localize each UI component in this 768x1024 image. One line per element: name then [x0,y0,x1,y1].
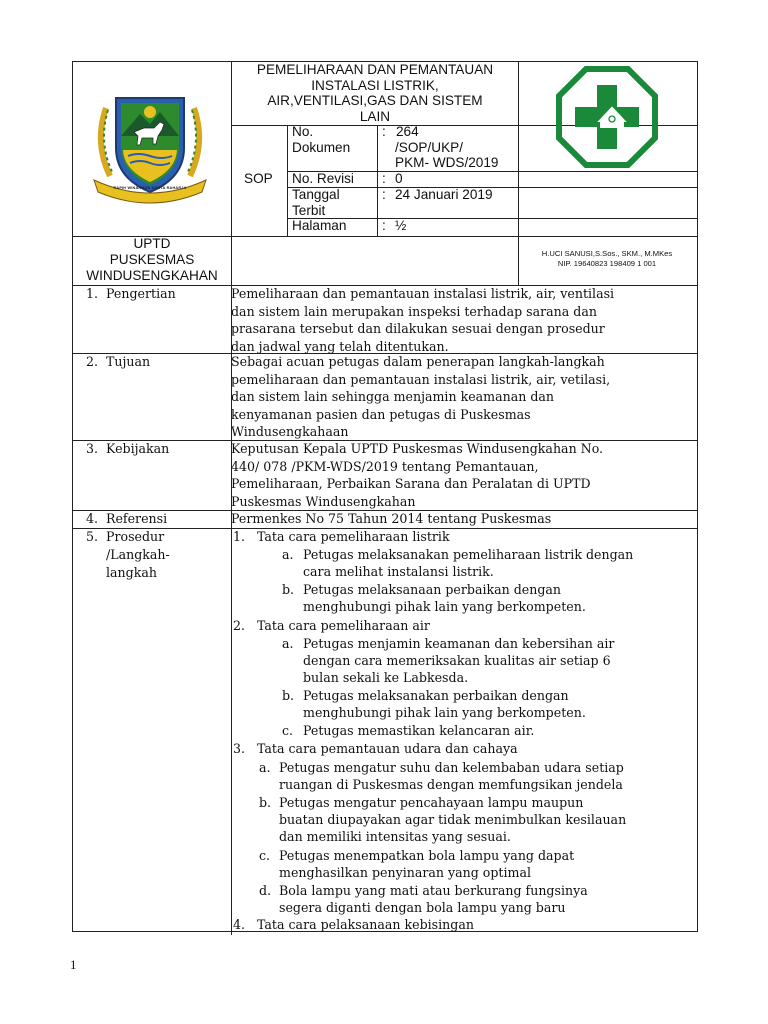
emblem-banner-text: RAPIH WINANGUN KERTA RAHARJA [113,186,187,190]
field-value: 264 /SOP/UKP/ PKM- WDS/2019 [395,124,499,170]
section-number: 3. [86,441,99,456]
section-content-line: prasarana tersebut dan dilakukan sesuai dengan prosedur [231,321,605,336]
field-separator: : [382,124,386,139]
section-number: 4. [86,511,99,526]
section-content-line: Puskesmas Windusengkahan [231,493,416,509]
procedure-number: 2. [233,618,246,633]
field-label: No. Revisi [292,171,354,186]
section-number: 5. [86,529,99,544]
field-value: 0 [395,171,403,186]
procedure-item-line: menghubungi pihak lain yang berkompeten. [303,599,586,614]
procedure-item-letter: d. [259,883,272,898]
procedure-item-line: cara melihat instalansi listrik. [303,564,494,579]
procedure-item-line: Petugas mengatur pencahayaan lampu maupun [279,795,584,810]
title-line: INSTALASI LISTRIK, [311,77,439,93]
section-content-line: dan sistem lain merupakan inspeksi terhadap sarana dan [231,303,597,319]
procedure-item-letter: a. [282,636,294,651]
procedure-item-line: buatan diupayakan agar tidak menimbulkan kesilauan [279,812,627,827]
section-content-line: Keputusan Kepala UPTD Puskesmas Windusengkahan No. [231,441,604,456]
section-content-line: Pemeliharaan dan pemantauan instalasi listrik, air, ventilasi [231,286,615,301]
procedure-item-letter: c. [259,848,271,863]
field-separator: : [382,218,386,233]
procedure-item-line: menghasilkan penyinaran yang optimal [279,865,531,880]
signer-block [518,249,696,269]
field-value: 24 Januari 2019 [395,187,493,202]
procedure-item-line: bulan sekali ke Labkesda. [303,670,469,685]
field-value: ½ [395,218,407,233]
section-label: Pengertian [106,286,176,301]
procedure-item-line: Petugas menjamin keamanan dan kebersihan air [303,636,615,651]
procedure-item-line: segera diganti dengan bola lampu yang baru [279,900,566,915]
procedure-item-line: Bola lampu yang mati atau berkurang fungsinya [279,883,588,898]
title-line: LAIN [359,108,391,124]
procedure-item-line: Petugas menempatkan bola lampu yang dapat [279,848,575,863]
procedure-title: Tata cara pemeliharaan listrik [257,529,450,544]
city-emblem-logo [88,88,212,206]
procedure-item-line: menghubungi pihak lain yang berkompeten. [303,705,586,720]
document-title [232,62,518,124]
procedure-item-letter: b. [282,582,295,597]
sop-label: SOP [244,171,273,186]
section-label: Kebijakan [106,441,170,456]
procedure-item-line: dan memiliki intensitas yang sesuai. [279,829,511,844]
section-content-line: Pemeliharaan, Perbaikan Sarana dan Peralatan di UPTD [231,476,591,491]
procedure-item-line: dengan cara memeriksakan kualitas air setiap 6 [303,653,611,668]
section-content-line: Sebagai acuan petugas dalam penerapan langkah-langkah [231,354,605,369]
procedure-number: 1. [233,529,246,544]
procedure-number: 4. [233,917,246,932]
section-number: 2. [86,354,99,369]
procedure-item-letter: a. [282,547,294,562]
procedure-item-line: ruangan di Puskesmas dengan memfungsikan jendela [279,777,623,792]
field-separator: : [382,187,386,202]
section-label: langkah [106,565,157,580]
field-separator: : [382,171,386,186]
procedure-item-line: Petugas melaksanaan perbaikan dengan [303,582,562,597]
title-line: PEMELIHARAAN DAN PEMANTAUAN [256,62,494,77]
procedure-item-line: Petugas mengatur suhu dan kelembaban udara setiap [279,760,624,775]
section-label: Referensi [106,511,168,526]
procedure-item-line: Petugas memastikan kelancaran air. [303,723,535,738]
section-content-line: 440/ 078 /PKM-WDS/2019 tentang Pemantauan, [231,458,539,474]
section-content-line: dan sistem lain sehingga menjamin keamanan dan [231,389,555,404]
section-label: /Langkah- [106,547,170,562]
field-label: Tanggal Terbit [292,187,340,218]
procedure-item-letter: b. [259,795,272,810]
procedure-item-letter: a. [259,760,271,775]
section-content-line: dan jadwal yang telah ditentukan. [231,338,449,354]
organization-name: UPTD PUSKESMAS WINDUSENGKAHAN [86,236,218,283]
procedure-item-letter: b. [282,688,295,703]
section-content-line: kenyamanan pasien dan petugas di Puskesmas [231,406,531,422]
section-content-line: Permenkes No 75 Tahun 2014 tentang Puskesmas [231,511,552,526]
procedure-item-line: Petugas melaksanakan perbaikan dengan [303,688,569,703]
section-number: 1. [86,286,99,301]
page-number: 1 [70,957,77,972]
field-label: No. Dokumen [292,124,351,155]
procedure-number: 3. [233,741,246,756]
section-label: Prosedur [106,529,165,544]
field-label: Halaman [292,218,347,233]
title-line: AIR,VENTILASI,GAS DAN SISTEM [267,93,483,108]
section-content-line: pemeliharaan dan pemantauan instalasi listrik, air, vetilasi, [231,371,611,387]
procedure-title: Tata cara pemeliharaan air [257,618,430,633]
procedure-title: Tata cara pemantauan udara dan cahaya [257,741,518,756]
signer-nip: NIP. 19640823 198409 1 001 [557,259,657,268]
section-label: Tujuan [106,354,151,369]
procedure-title: Tata cara pelaksanaan kebisingan [257,917,474,932]
section-content-line: Windusengkahaan [231,424,349,439]
signer-name: H.UCI SANUSI,S.Sos., SKM., M.MKes [541,249,673,258]
procedure-item-line: Petugas melaksanakan pemeliharaan listrik dengan [303,547,634,562]
procedure-item-letter: c. [282,723,294,738]
puskesmas-logo [555,65,659,169]
